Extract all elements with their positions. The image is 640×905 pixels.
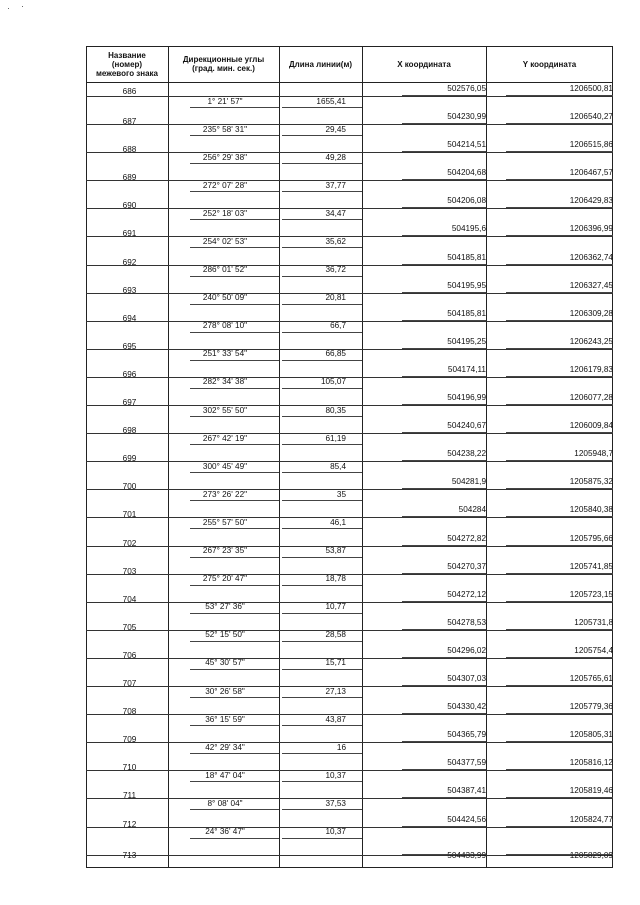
line-length: 28,58 xyxy=(325,630,346,640)
direction-angle: 256° 29' 38" xyxy=(202,152,248,162)
y-coordinate: 1206515,86 xyxy=(569,140,613,150)
angle-underline xyxy=(190,585,279,586)
y-coordinate: 1205829,09 xyxy=(569,850,613,860)
length-underline xyxy=(282,219,362,220)
x-value-underline xyxy=(402,516,486,517)
direction-angle: 300° 45' 49" xyxy=(202,461,248,471)
y-value-underline xyxy=(506,179,613,180)
x-coordinate: 504270,37 xyxy=(447,561,486,571)
angle-underline xyxy=(190,135,279,136)
boundary-coordinates-table xyxy=(86,46,613,868)
angle-underline xyxy=(190,557,279,558)
y-value-underline xyxy=(506,207,613,208)
point-name: 705 xyxy=(122,622,137,632)
x-value-underline xyxy=(402,573,486,574)
y-value-underline xyxy=(506,348,613,349)
direction-angle: 18° 47' 04" xyxy=(205,770,245,780)
angle-underline xyxy=(190,669,279,670)
x-value-underline xyxy=(402,348,486,349)
y-coordinate: 1206309,28 xyxy=(569,308,613,318)
x-coordinate: 504185,81 xyxy=(447,252,486,262)
y-coordinate: 1205805,31 xyxy=(569,730,613,740)
y-coordinate: 1206467,57 xyxy=(569,168,613,178)
x-value-underline xyxy=(402,95,486,96)
x-coordinate: 502576,05 xyxy=(447,84,486,93)
y-coordinate: 1205765,61 xyxy=(569,674,613,684)
x-coordinate: 504238,22 xyxy=(447,449,486,459)
y-value-underline xyxy=(506,376,613,377)
point-name: 696 xyxy=(122,369,137,379)
length-underline xyxy=(282,697,362,698)
x-value-underline xyxy=(402,741,486,742)
direction-angle: 251° 33' 54" xyxy=(202,349,248,359)
direction-angle: 267° 42' 19" xyxy=(202,433,248,443)
point-name: 703 xyxy=(122,566,137,576)
y-value-underline xyxy=(506,854,613,855)
direction-angle: 52° 15' 50" xyxy=(205,630,245,640)
point-name: 686 xyxy=(122,87,137,96)
line-length: 66,7 xyxy=(330,321,346,331)
y-value-underline xyxy=(506,292,613,293)
point-name: 697 xyxy=(122,398,137,408)
direction-angle: 255° 57' 50" xyxy=(202,517,248,527)
y-coordinate: 1206396,99 xyxy=(569,224,613,234)
point-name: 708 xyxy=(122,707,137,717)
x-coordinate: 504230,99 xyxy=(447,112,486,122)
y-coordinate: 1205948,7 xyxy=(574,449,613,459)
length-underline xyxy=(282,191,362,192)
line-length: 43,87 xyxy=(325,714,346,724)
angle-underline xyxy=(190,247,279,248)
direction-angle: 252° 18' 03" xyxy=(202,208,248,218)
y-value-underline xyxy=(506,320,613,321)
x-value-underline xyxy=(402,235,486,236)
angle-underline xyxy=(190,725,279,726)
length-underline xyxy=(282,107,362,108)
line-length: 53,87 xyxy=(325,546,346,556)
y-coordinate: 1205754,4 xyxy=(574,645,613,655)
length-underline xyxy=(282,557,362,558)
y-coordinate: 1206500,81 xyxy=(569,84,613,93)
y-value-underline xyxy=(506,123,613,124)
direction-angle: 30° 26' 58" xyxy=(205,686,245,696)
length-underline xyxy=(282,472,362,473)
y-value-underline xyxy=(506,769,613,770)
point-name: 698 xyxy=(122,426,137,436)
x-coordinate: 504307,03 xyxy=(447,674,486,684)
angle-underline xyxy=(190,472,279,473)
x-value-underline xyxy=(402,404,486,405)
direction-angle: 302° 55' 50" xyxy=(202,405,248,415)
x-value-underline xyxy=(402,123,486,124)
length-underline xyxy=(282,725,362,726)
length-underline xyxy=(282,641,362,642)
direction-angle: 286° 01' 52" xyxy=(202,265,248,275)
line-length: 37,53 xyxy=(325,798,346,808)
x-value-underline xyxy=(402,292,486,293)
x-value-underline xyxy=(402,207,486,208)
line-length: 10,37 xyxy=(325,827,346,837)
direction-angle: 1° 21' 57" xyxy=(207,96,243,106)
header-divider xyxy=(86,82,613,83)
line-length: 66,85 xyxy=(325,349,346,359)
x-coordinate: 504365,79 xyxy=(447,730,486,740)
scan-speck xyxy=(8,8,9,9)
y-coordinate: 1206327,45 xyxy=(569,280,613,290)
x-coordinate: 504195,25 xyxy=(447,336,486,346)
direction-angle: 24° 36' 47" xyxy=(205,827,245,837)
point-name: 706 xyxy=(122,650,137,660)
x-coordinate: 504296,02 xyxy=(447,645,486,655)
angle-underline xyxy=(190,838,279,839)
y-value-underline xyxy=(506,95,613,96)
point-name: 690 xyxy=(122,201,137,211)
length-underline xyxy=(282,444,362,445)
y-value-underline xyxy=(506,629,613,630)
direction-angle: 282° 34' 38" xyxy=(202,377,248,387)
x-value-underline xyxy=(402,797,486,798)
angle-underline xyxy=(190,276,279,277)
x-coordinate: 504330,42 xyxy=(447,702,486,712)
length-underline xyxy=(282,360,362,361)
line-length: 46,1 xyxy=(330,517,346,527)
direction-angle: 254° 02' 53" xyxy=(202,236,248,246)
angle-underline xyxy=(190,191,279,192)
point-name: 691 xyxy=(122,229,137,239)
y-coordinate: 1205875,32 xyxy=(569,477,613,487)
direction-angle: 42° 29' 34" xyxy=(205,742,245,752)
x-coordinate: 504377,59 xyxy=(447,758,486,768)
point-name: 702 xyxy=(122,538,137,548)
length-underline xyxy=(282,585,362,586)
y-value-underline xyxy=(506,573,613,574)
y-coordinate: 1206540,27 xyxy=(569,112,613,122)
x-coordinate: 504174,11 xyxy=(447,364,486,374)
y-value-underline xyxy=(506,235,613,236)
y-value-underline xyxy=(506,432,613,433)
line-length: 35 xyxy=(336,489,346,499)
length-underline xyxy=(282,163,362,164)
x-coordinate: 504240,67 xyxy=(447,421,486,431)
x-value-underline xyxy=(402,685,486,686)
x-value-underline xyxy=(402,460,486,461)
length-underline xyxy=(282,276,362,277)
y-value-underline xyxy=(506,460,613,461)
y-value-underline xyxy=(506,404,613,405)
x-value-underline xyxy=(402,826,486,827)
y-coordinate: 1206362,74 xyxy=(569,252,613,262)
y-value-underline xyxy=(506,516,613,517)
line-length: 1655,41 xyxy=(316,96,346,106)
point-name: 710 xyxy=(122,763,137,773)
y-coordinate: 1206077,28 xyxy=(569,393,613,403)
point-name: 713 xyxy=(122,850,137,860)
angle-underline xyxy=(190,304,279,305)
y-coordinate: 1205731,8 xyxy=(574,617,613,627)
direction-angle: 45° 30' 57" xyxy=(205,658,245,668)
angle-underline xyxy=(190,163,279,164)
direction-angle: 53° 27' 36" xyxy=(205,602,245,612)
length-underline xyxy=(282,416,362,417)
angle-underline xyxy=(190,641,279,642)
x-coordinate: 504196,99 xyxy=(447,393,486,403)
direction-angle: 36° 15' 59" xyxy=(205,714,245,724)
y-coordinate: 1205779,36 xyxy=(569,702,613,712)
line-length: 27,13 xyxy=(325,686,346,696)
y-value-underline xyxy=(506,741,613,742)
header-direction-angle: Дирекционные углы (град. мин. сек.) xyxy=(182,55,265,73)
point-name: 712 xyxy=(122,819,137,829)
line-length: 20,81 xyxy=(325,293,346,303)
angle-underline xyxy=(190,500,279,501)
angle-underline xyxy=(190,360,279,361)
direction-angle: 267° 23' 35" xyxy=(202,546,248,556)
x-value-underline xyxy=(402,151,486,152)
y-coordinate: 1205824,77 xyxy=(569,814,613,824)
y-coordinate: 1205795,66 xyxy=(569,533,613,543)
angle-underline xyxy=(190,332,279,333)
x-value-underline xyxy=(402,320,486,321)
length-underline xyxy=(282,304,362,305)
angle-underline xyxy=(190,781,279,782)
length-underline xyxy=(282,669,362,670)
line-length: 35,62 xyxy=(325,236,346,246)
line-length: 10,77 xyxy=(325,602,346,612)
line-length: 16 xyxy=(336,742,346,752)
length-underline xyxy=(282,135,362,136)
angle-underline xyxy=(190,809,279,810)
x-coordinate: 504272,82 xyxy=(447,533,486,543)
direction-angle: 8° 08' 04" xyxy=(207,798,243,808)
direction-angle: 273° 26' 22" xyxy=(202,489,248,499)
length-underline xyxy=(282,388,362,389)
point-name: 692 xyxy=(122,257,137,267)
x-coordinate: 504433,99 xyxy=(447,850,486,860)
y-coordinate: 1206009,84 xyxy=(569,421,613,431)
direction-angle: 235° 58' 31" xyxy=(202,124,248,134)
direction-angle: 240° 50' 09" xyxy=(202,293,248,303)
line-length: 37,77 xyxy=(325,180,346,190)
header-point-name: Название (номер) межевого знака xyxy=(95,50,159,78)
line-length: 85,4 xyxy=(330,461,346,471)
y-coordinate: 1206179,83 xyxy=(569,364,613,374)
angle-underline xyxy=(190,107,279,108)
point-name: 693 xyxy=(122,285,137,295)
line-length: 105,07 xyxy=(320,377,346,387)
length-underline xyxy=(282,613,362,614)
y-coordinate: 1205741,85 xyxy=(569,561,613,571)
length-underline xyxy=(282,753,362,754)
point-name: 699 xyxy=(122,454,137,464)
y-coordinate: 1206429,83 xyxy=(569,196,613,206)
y-coordinate: 1205723,15 xyxy=(569,589,613,599)
y-value-underline xyxy=(506,657,613,658)
point-name: 701 xyxy=(122,510,137,520)
direction-angle: 275° 20' 47" xyxy=(202,574,248,584)
line-length: 36,72 xyxy=(325,265,346,275)
x-coordinate: 504284 xyxy=(458,505,486,515)
x-value-underline xyxy=(402,376,486,377)
length-underline xyxy=(282,528,362,529)
x-value-underline xyxy=(402,854,486,855)
line-length: 18,78 xyxy=(325,574,346,584)
line-length: 15,71 xyxy=(325,658,346,668)
x-value-underline xyxy=(402,769,486,770)
point-name: 704 xyxy=(122,594,137,604)
x-coordinate: 504278,53 xyxy=(447,617,486,627)
header-line-length: Длина линии(м) xyxy=(288,59,353,69)
length-underline xyxy=(282,332,362,333)
length-underline xyxy=(282,781,362,782)
x-coordinate: 504281,9 xyxy=(451,477,486,487)
point-name: 694 xyxy=(122,313,137,323)
y-value-underline xyxy=(506,713,613,714)
y-value-underline xyxy=(506,151,613,152)
scan-speck xyxy=(22,6,23,7)
angle-underline xyxy=(190,416,279,417)
x-coordinate: 504206,08 xyxy=(447,196,486,206)
angle-underline xyxy=(190,613,279,614)
x-value-underline xyxy=(402,179,486,180)
angle-underline xyxy=(190,753,279,754)
point-name: 711 xyxy=(122,791,137,801)
line-length: 49,28 xyxy=(325,152,346,162)
line-length: 34,47 xyxy=(325,208,346,218)
x-coordinate: 504272,12 xyxy=(447,589,486,599)
y-value-underline xyxy=(506,797,613,798)
x-coordinate: 504185,81 xyxy=(447,308,486,318)
y-value-underline xyxy=(506,685,613,686)
x-coordinate: 504424,56 xyxy=(447,814,486,824)
y-value-underline xyxy=(506,826,613,827)
line-length: 29,45 xyxy=(325,124,346,134)
angle-underline xyxy=(190,444,279,445)
x-coordinate: 504195,6 xyxy=(451,224,486,234)
angle-underline xyxy=(190,388,279,389)
header-x-coordinate: X координата xyxy=(397,59,451,69)
y-value-underline xyxy=(506,488,613,489)
x-value-underline xyxy=(402,432,486,433)
y-coordinate: 1205819,46 xyxy=(569,786,613,796)
y-coordinate: 1206243,25 xyxy=(569,336,613,346)
point-name: 687 xyxy=(122,117,137,127)
x-coordinate: 504387,41 xyxy=(447,786,486,796)
point-name: 689 xyxy=(122,173,137,183)
point-name: 695 xyxy=(122,341,137,351)
length-underline xyxy=(282,809,362,810)
angle-underline xyxy=(190,528,279,529)
x-coordinate: 504195,95 xyxy=(447,280,486,290)
y-value-underline xyxy=(506,545,613,546)
x-value-underline xyxy=(402,601,486,602)
x-value-underline xyxy=(402,629,486,630)
x-value-underline xyxy=(402,713,486,714)
x-value-underline xyxy=(402,488,486,489)
line-length: 10,37 xyxy=(325,770,346,780)
x-value-underline xyxy=(402,545,486,546)
length-underline xyxy=(282,500,362,501)
x-coordinate: 504214,51 xyxy=(447,140,486,150)
y-coordinate: 1205816,12 xyxy=(569,758,613,768)
point-name: 688 xyxy=(122,145,137,155)
length-underline xyxy=(282,838,362,839)
angle-underline xyxy=(190,697,279,698)
line-length: 80,35 xyxy=(325,405,346,415)
angle-underline xyxy=(190,219,279,220)
length-underline xyxy=(282,247,362,248)
direction-angle: 272° 07' 28" xyxy=(202,180,248,190)
line-length: 61,19 xyxy=(325,433,346,443)
point-name: 700 xyxy=(122,482,137,492)
point-name: 707 xyxy=(122,679,137,689)
x-value-underline xyxy=(402,657,486,658)
y-coordinate: 1205840,38 xyxy=(569,505,613,515)
y-value-underline xyxy=(506,264,613,265)
x-coordinate: 504204,68 xyxy=(447,168,486,178)
header-y-coordinate: Y координата xyxy=(522,59,577,69)
y-value-underline xyxy=(506,601,613,602)
point-name: 709 xyxy=(122,735,137,745)
x-value-underline xyxy=(402,264,486,265)
direction-angle: 278° 08' 10" xyxy=(202,321,248,331)
